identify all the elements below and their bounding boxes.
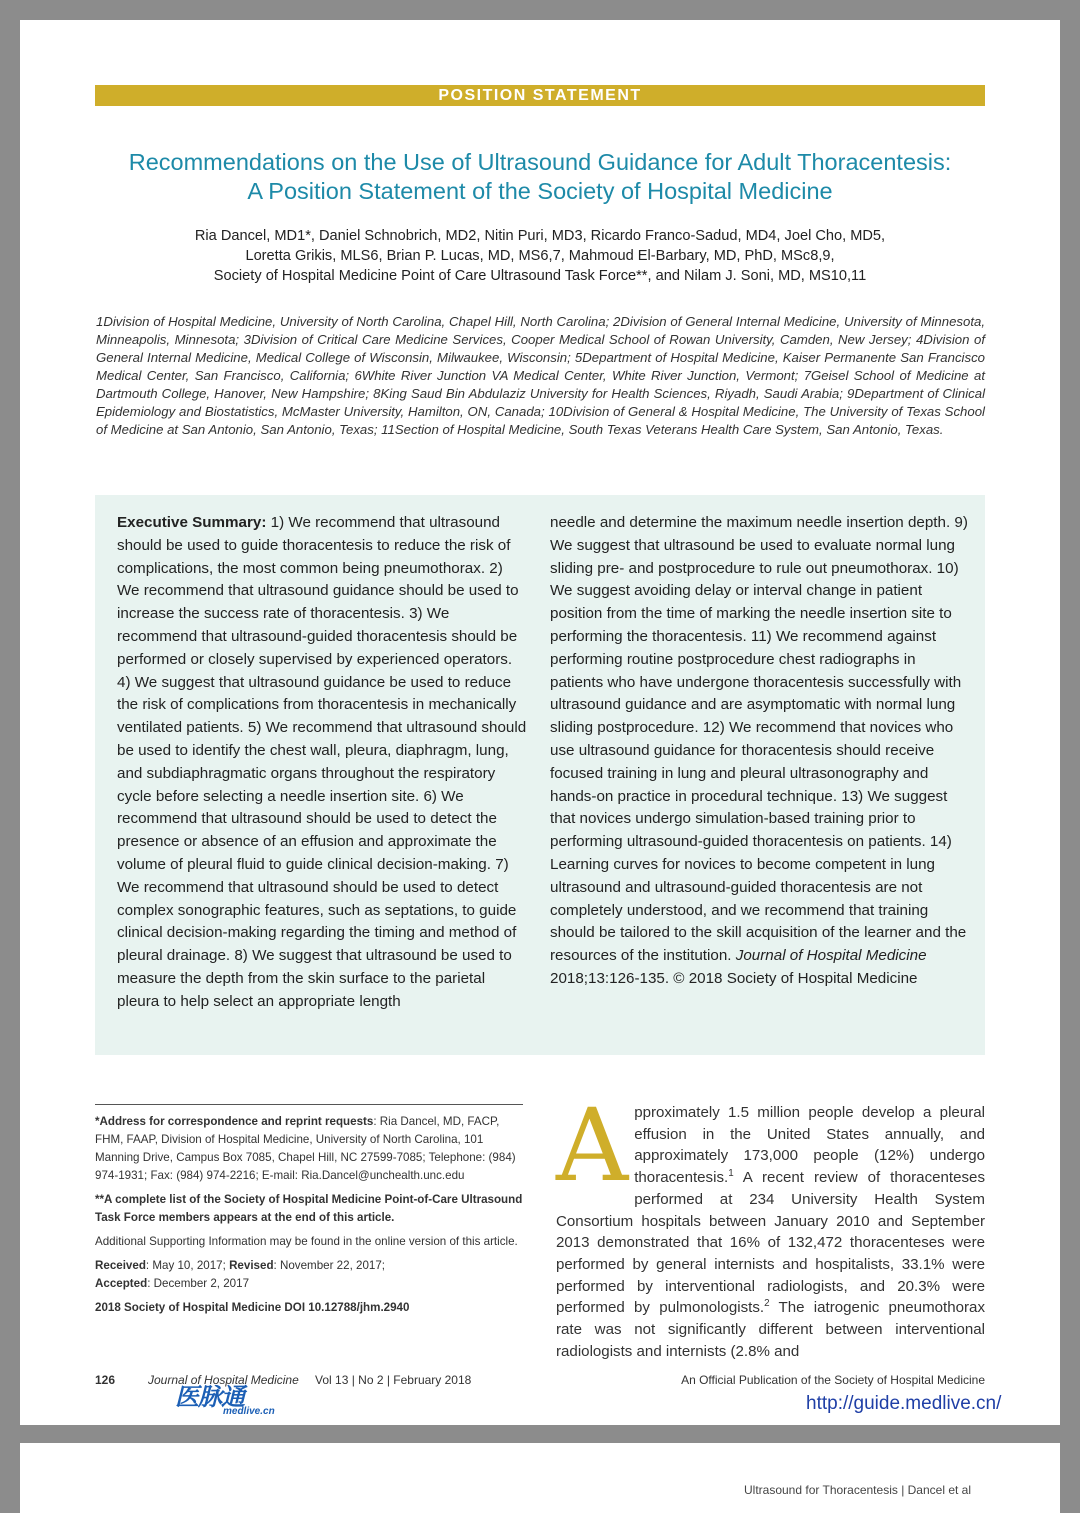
body-text-3: The iatrogenic pneumothorax rate was not significantly different between interventional radiologists and internists (2.8% and [556,1299,985,1360]
footer-journal: Journal of Hospital Medicine [148,1373,299,1387]
footer-official: An Official Publication of the Society of Hospital Medicine [681,1373,985,1387]
next-page-fragment [20,1443,1060,1513]
medlive-logo-sub: medlive.cn [223,1406,275,1417]
revised-date: : November 22, 2017; [273,1259,386,1272]
accepted-line [95,1275,523,1293]
accepted-date: : December 2, 2017 [147,1277,250,1290]
correspondence-text: : Ria Dancel, MD, FACP, FHM, FAAP, Division of Hospital Medicine, University of North Carolina, 101 Manning Drive, Campus Box 7085, Chapel Hill, NC 27599-7085; Telephone: (984) 974-1931; Fax: (984) 974-2216; E-mail: Ria.Dancel@unchealth.unc.edu [95,1115,516,1182]
supporting-info-note: Additional Supporting Information may be found in the online version of this article. [95,1235,518,1248]
citation: 2018;13:126-135. © 2018 Society of Hospital Medicine [550,969,918,987]
author-list [80,226,1000,286]
drop-cap: A [556,1087,629,1204]
affiliations: 1Division of Hospital Medicine, University of North Carolina, Chapel Hill, North Carolina; 2Division of General Internal Medicine, University of Minnesota, Minneapolis, Minnesota; 3Division of Critical Care Medicine Services, Cooper Medical School of Rowan University, Camden, New Jersey; 4Division of General Internal Medicine, Medical College of Wisconsin, Milwaukee, Wisconsin; 5Department of Hospital Medicine, Kaiser Permanente San Francisco Medical Center, San Francisco, California; 6White River Junction VA Medical Center, White River Junction, Vermont; 7Geisel School of Medicine at Dartmouth College, Hanover, New Hampshire; 8King Saud Bin Abdulaziz University for Health Sciences, Riyadh, Saudi Arabia; 9Department of Clinical Epidemiology and Biostatistics, McMaster University, Hamilton, ON, Canada; 10Division of General & Hospital Medicine, The University of Texas School of Medicine at San Antonio, San Antonio, Texas; 11Section of Hospital Medicine, South Texas Veterans Health Care System, San Antonio, Texas. [96,314,985,437]
summary-left-text: 1) We recommend that ultrasound should be used to guide thoracentesis to reduce the risk of complications, the most common being pneumothorax. 2) We recommend that ultrasound guidance should be used to increase the success rate of thoracentesis. 3) We recommend that ultrasound-guided thoracentesis should be performed or closely supervised by experienced operators. 4) We suggest that ultrasound guidance be used to reduce the risk of complications from thoracentesis in mechanically ventilated patients. 5) We recommend that ultrasound should be used to identify the chest wall, pleura, diaphragm, lung, and subdiaphragmatic organs throughout the respiratory cycle before selecting a needle insertion site. 6) We recommend that ultrasound should be used to detect the presence or absence of an effusion and approximate the volume of pleural fluid to guide clinical decision-making. 7) We recommend that ultrasound should be used to detect complex sonographic features, such as septations, to guide clinical decision-making regarding the timing and method of pleural drainage. 8) We suggest that ultrasound be used to measure the depth from the skin surface to the parietal pleura to help select an appropriate length [117,514,527,1010]
article-page [20,20,1060,1425]
received-date: : May 10, 2017; [145,1259,230,1272]
correspondence-note [95,1113,523,1185]
body-text-2: A recent review of thoracenteses performed at 234 University Health System Consortium hospitals between January 2010 and September 2013 demonstrated that 16% of 132,472 thoracenteses were performed by general internists and hospitalists, 33.1% were performed by interventional radiologists, and 20.3% were performed by pulmonologists. [556,1169,985,1317]
page-number: 126 [95,1373,116,1387]
reference-1[interactable]: 1 [728,1168,734,1180]
body-text-1: pproximately 1.5 million people develop a pleural effusion in the United States annually, and approximately 173,000 people (12%) undergo thoracentesis. [634,1104,985,1187]
medlive-logo [175,1377,275,1417]
reference-2[interactable]: 2 [764,1298,770,1310]
title-line-2: A Position Statement of the Society of Hospital Medicine [247,178,833,204]
watermark-url[interactable]: http://guide.medlive.cn/ [806,1393,1002,1414]
taskforce-note: **A complete list of the Society of Hospital Medicine Point-of-Care Ultrasound Task Force members appears at the end of this article. [95,1193,523,1224]
summary-right-text: needle and determine the maximum needle insertion depth. 9) We suggest that ultrasound be used to evaluate normal lung sliding pre- and postprocedure to rule out pneumothorax. 10) We suggest avoiding delay or interval change in patient position from the time of marking the needle insertion site to performing the thoracentesis. 11) We recommend against performing routine postprocedure chest radiographs in patients who have undergone thoracentesis successfully with ultrasound guidance and are asymptomatic with normal lung sliding postprocedure. 12) We recommend that novices who use ultrasound guidance for thoracentesis should receive focused training in lung and pleural ultrasonography and hands-on practice in procedural technique. 13) We suggest that novices undergo simulation-based training prior to performing ultrasound-guided thoracentesis on patients. 14) Learning curves for novices to become competent in lung ultrasound and ultrasound-guided thoracentesis are not completely understood, and we recommend that training should be tailored to the skill acquisition of the learner and the resources of the institution. [550,514,968,965]
authors-line-2: Loretta Grikis, MLS6, Brian P. Lucas, MD, MS6,7, Mahmoud El-Barbary, MD, PhD, MSc8,9, [245,248,835,264]
body-text [556,1087,985,1362]
medlive-logo-text: 医脉通 [175,1384,244,1411]
authors-line-1: Ria Dancel, MD1*, Daniel Schnobrich, MD2, Nitin Puri, MD3, Ricardo Franco-Sadud, MD4, Joel Cho, MD5, [194,228,886,244]
summary-left-column [117,512,529,1014]
article-notes [95,1104,523,1323]
doi-line: 2018 Society of Hospital Medicine DOI 10.12788/jhm.2940 [95,1301,410,1314]
received-revised [95,1257,523,1275]
revised-label: Revised [229,1259,274,1272]
footer-volume: Vol 13 | No 2 | February 2018 [315,1373,472,1387]
accepted-label: Accepted [95,1277,148,1290]
journal-name: Journal of Hospital Medicine [735,947,927,965]
article-title [60,148,1020,206]
title-line-1: Recommendations on the Use of Ultrasound Guidance for Adult Thoracentesis: [128,149,952,175]
correspondence-label: *Address for correspondence and reprint requests [95,1115,374,1128]
executive-summary-box [95,495,985,1055]
summary-right-column [550,512,970,991]
next-page-header: Ultrasound for Thoracentesis | Dancel et al [744,1483,972,1497]
summary-label: Executive Summary: [117,514,267,531]
authors-line-3: Society of Hospital Medicine Point of Care Ultrasound Task Force**, and Nilam J. Soni, MD, MS10,11 [213,268,867,284]
received-label: Received [95,1259,146,1272]
section-banner: POSITION STATEMENT [95,85,985,106]
